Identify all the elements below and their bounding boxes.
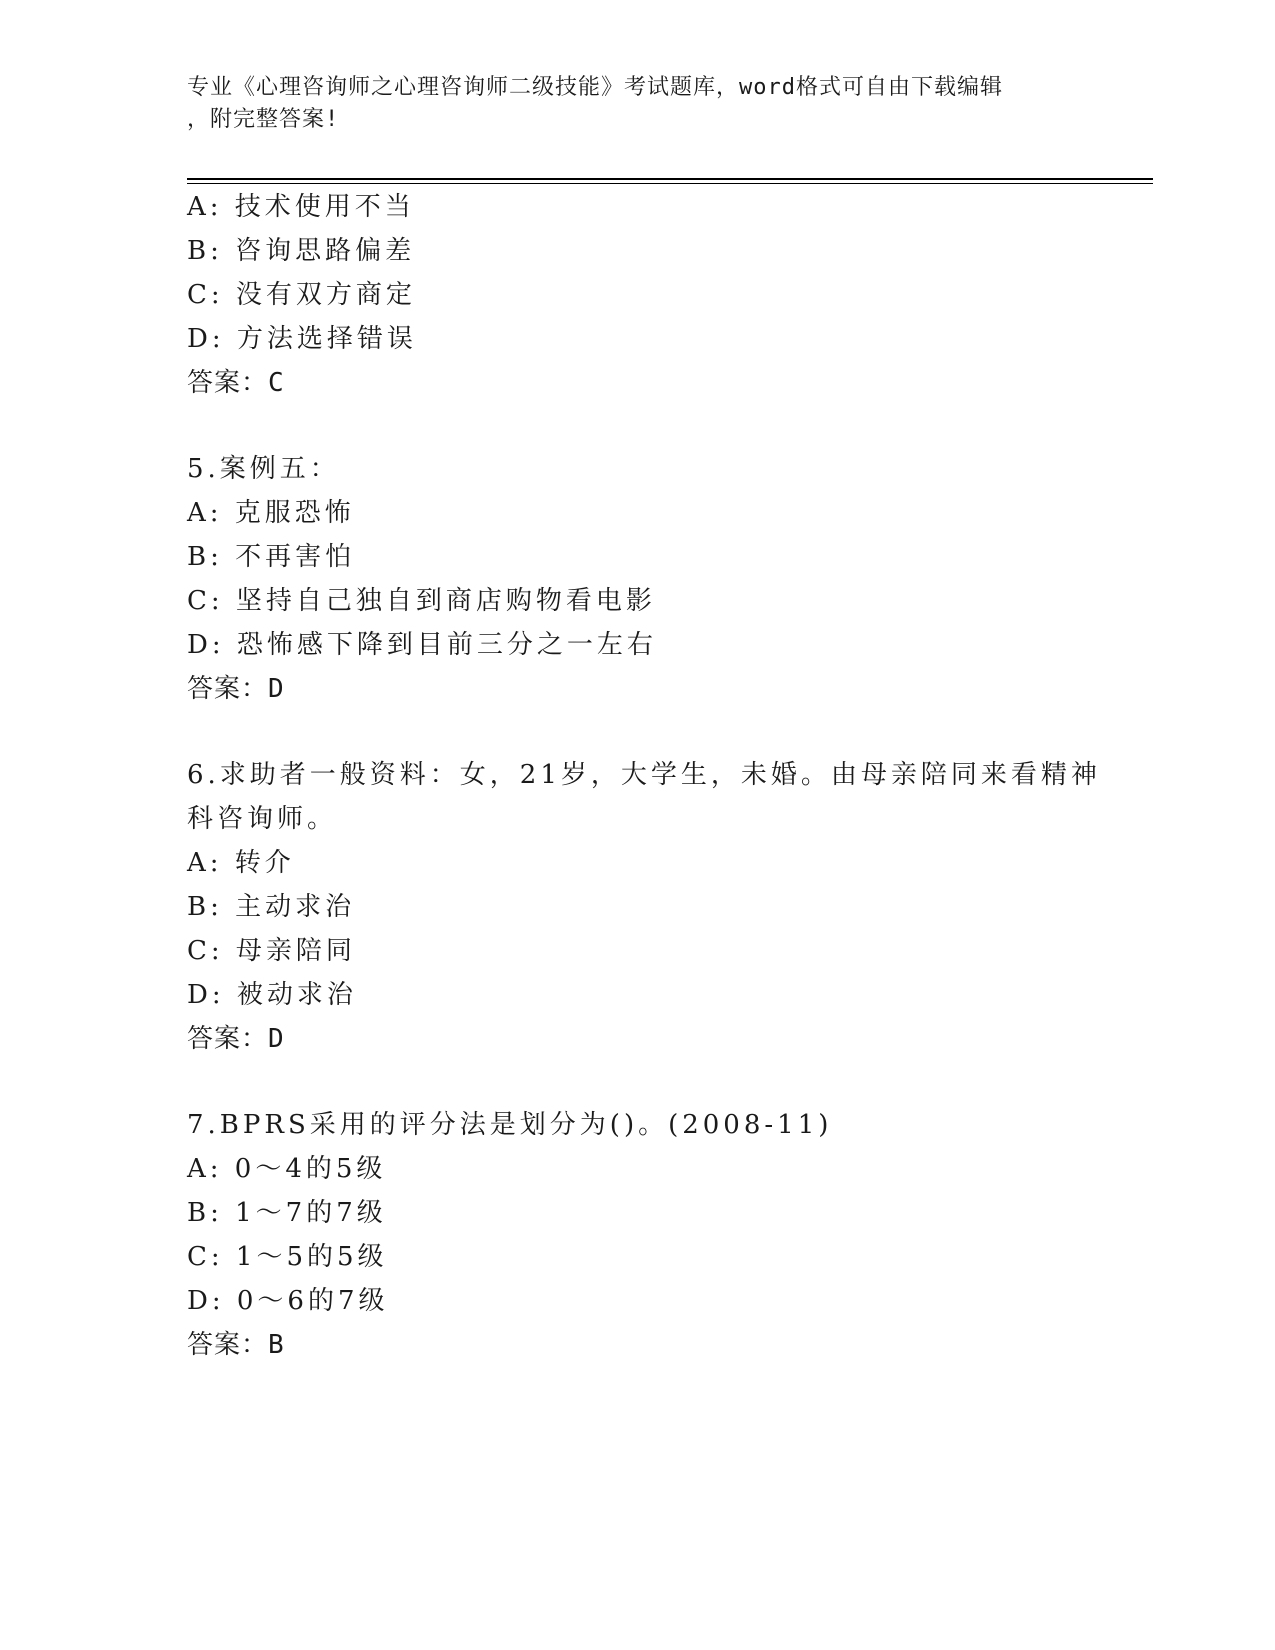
q6-answer <box>187 1023 285 1055</box>
document-header <box>187 72 1087 136</box>
header-divider-thin <box>187 183 1153 184</box>
q4-answer <box>187 367 285 399</box>
q6-stem-line-1: 6.求助者一般资料：女，21岁，大学生，未婚。由母亲陪同来看精神 <box>187 760 1101 790</box>
q4-option-a: A: 技术使用不当 <box>187 192 415 222</box>
answer-label: 答案： <box>187 674 269 704</box>
q7-option-a: A: 0～4的5级 <box>187 1154 387 1184</box>
answer-value: D <box>268 1024 285 1054</box>
q5-option-b: B: 不再害怕 <box>187 542 356 572</box>
q6-option-c: C: 母亲陪同 <box>187 936 356 966</box>
q6-option-a: A: 转介 <box>187 848 295 878</box>
q6-option-d: D: 被动求治 <box>187 980 357 1010</box>
q6-option-b: B: 主动求治 <box>187 892 356 922</box>
q5-stem: 5.案例五： <box>187 454 340 484</box>
q4-option-b: B: 咨询思路偏差 <box>187 236 416 266</box>
q7-option-b: B: 1～7的7级 <box>187 1198 387 1228</box>
q5-answer <box>187 673 285 705</box>
q7-stem: 7.BPRS采用的评分法是划分为()。(2008-11) <box>187 1110 833 1140</box>
q4-option-c: C: 没有双方商定 <box>187 280 416 310</box>
q7-option-c: C: 1～5的5级 <box>187 1242 388 1272</box>
q5-option-c: C: 坚持自己独自到商店购物看电影 <box>187 586 656 616</box>
q4-option-d: D: 方法选择错误 <box>187 324 417 354</box>
q5-option-d: D: 恐怖感下降到目前三分之一左右 <box>187 630 657 660</box>
header-line-1: 专业《心理咨询师之心理咨询师二级技能》考试题库，word格式可自由下载编辑 <box>187 75 1003 100</box>
answer-value: B <box>268 1330 285 1360</box>
q7-option-d: D: 0～6的7级 <box>187 1286 389 1316</box>
answer-value: C <box>268 368 285 398</box>
q6-stem-line-2: 科咨询师。 <box>187 804 338 834</box>
header-divider-thick <box>187 178 1153 180</box>
answer-label: 答案： <box>187 1024 269 1054</box>
answer-label: 答案： <box>187 368 269 398</box>
answer-value: D <box>268 674 285 704</box>
answer-label: 答案： <box>187 1330 269 1360</box>
q7-answer <box>187 1329 285 1361</box>
q5-option-a: A: 克服恐怖 <box>187 498 355 528</box>
header-line-2: ，附完整答案! <box>187 107 340 132</box>
